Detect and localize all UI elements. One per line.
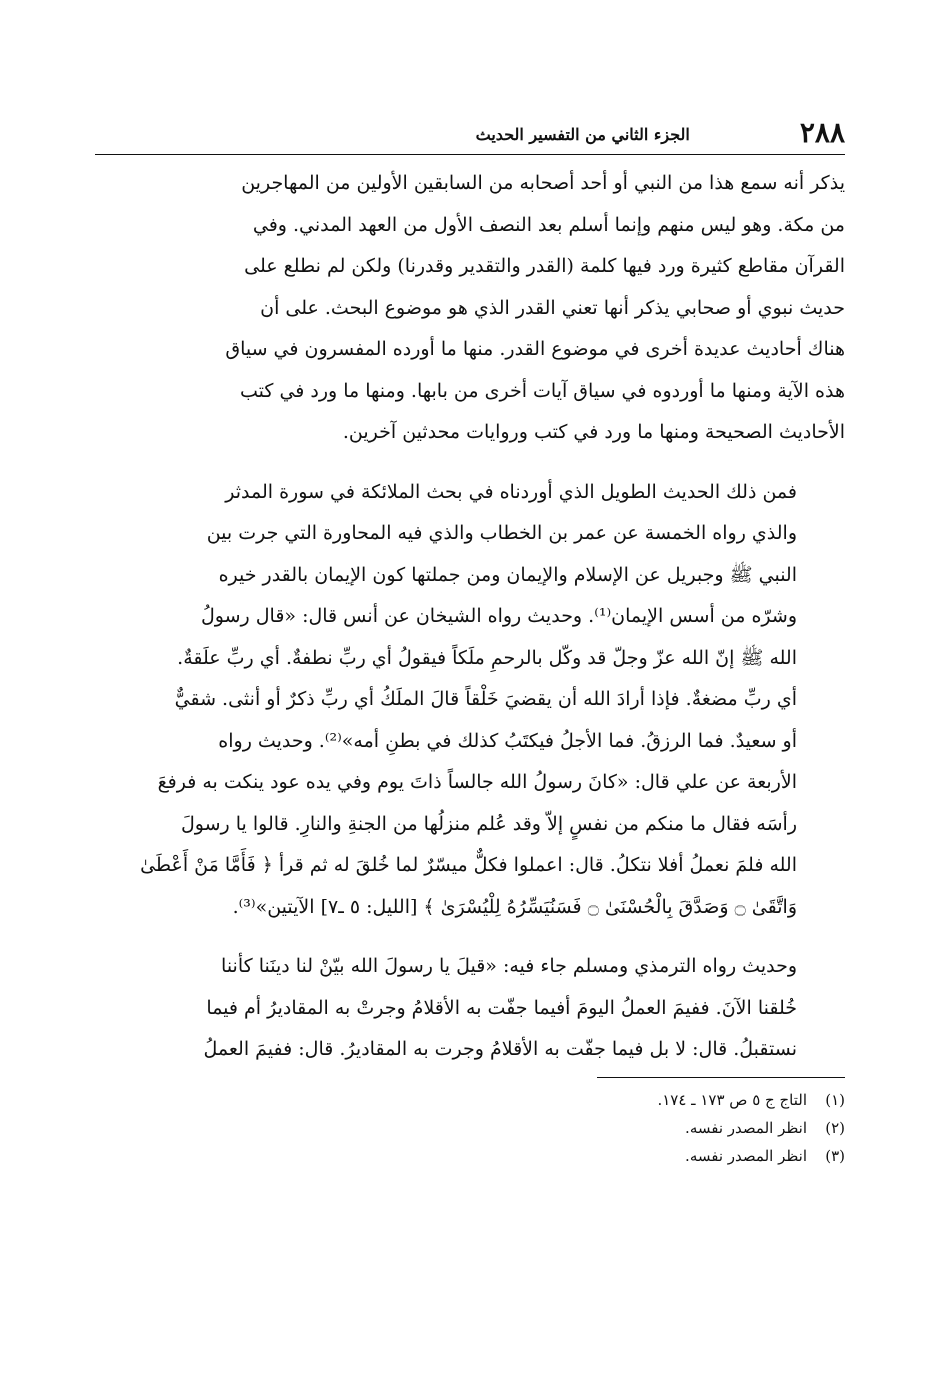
page-number: ٢٨٨ [799,116,845,149]
footnote-rule [597,1077,845,1078]
text-line: الله فلمَ نعملُ أفلا نتكلُ. قال: اعملوا فكلٌّ ميسّرٌ لما خُلقَ له ثم قرأ ﴿ فَأَمَّا مَنْ أَعْطَىٰ [140,854,797,876]
text-line: من مكة. وهو ليس منهم وإنما أسلم بعد النصف الأول من العهد المدني. وفي [252,213,845,236]
footnote-3 [95,1142,845,1170]
text-line: الأحاديث الصحيحة ومنها ما ورد في كتب وروايات محدثين آخرين. [342,421,845,443]
text-line: يذكر أنه سمع هذا من النبي أو أحد أصحابه من السابقين الأولين من المهاجرين [241,172,845,194]
footnote-text: انظر المصدر نفسه. [685,1118,807,1137]
text-line: وحديث رواه الترمذي ومسلم جاء فيه: «قيلَ يا رسولَ الله بيّنْ لنا دينَنا كأننا [221,955,797,977]
page-body [95,163,845,1071]
text-line: نستقبلُ. قال: لا بل فيما جفّت به الأقلامُ وجرت به المقاديرُ. قال: ففيمَ العملُ [203,1038,797,1060]
text-line: الأربعة عن علي قال: «كانَ رسولُ الله جالساً ذاتَ يوم وفي يده عود ينكت به فرفعَ [157,771,797,793]
text-line: هناك أحاديث عديدة أخرى في موضوع القدر. منها ما أورده المفسرون في سياق [225,338,845,360]
footnote-text: انظر المصدر نفسه. [685,1146,807,1165]
text-line: فمن ذلك الحديث الطويل الذي أوردناه في بحث الملائكة في سورة المدثر [225,480,797,503]
text-line: أي ربِّ مضغةٌ. فإذا أرادَ الله أن يقضيَ خَلْقاً قالَ الملَكُ أي ربِّ ذكرٌ أو أنثى. شقيٌّ [174,688,797,710]
footnote-2 [95,1114,845,1142]
running-title: الجزء الثاني من التفسير الحديث [475,125,690,144]
footnote-1 [95,1086,845,1114]
text-line: القرآن مقاطع كثيرة ورد فيها كلمة (القدر والتقدير وقدرنا) ولكن لم نطلع على [244,255,845,277]
text-line: وشرّه من أسس الإيمان⁽¹⁾. وحديث رواه الشيخان عن أنس قال: «قال رسولُ [200,605,797,627]
text-line: هذه الآية ومنها ما أوردوه في سياق آيات أخرى من بابها. ومنها ما ورد في كتب [239,379,845,402]
paragraph-2 [95,472,845,929]
text-line: خُلقنا الآنَ. ففيمَ العملُ اليومَ أفيما جفّت به الأقلامُ وجرتْ به المقاديرُ أم فيما [206,996,797,1019]
text-line: أو سعيدٌ. فما الرزقُ. فما الأجلُ فيكتَبُ كذلك في بطنِ أمه»⁽²⁾. وحديث رواه [218,729,797,752]
footnote-marker: (٣) [825,1146,845,1165]
text-line: والذي رواه الخمسة عن عمر بن الخطاب والذي فيه المحاورة التي جرت بين [206,522,797,544]
header-rule [95,154,845,155]
quran-verse-line: وَاتَّقَىٰ ۝ وَصَدَّقَ بِالْحُسْنَىٰ ۝ فَسَنُيَسِّرُهُ لِلْيُسْرَىٰ ﴾ [الليل: ٥ ـ٧] الآيتين»⁽³⁾. [232,895,797,918]
footnote-text: التاج ج ٥ ص ١٧٣ ـ ١٧٤. [657,1090,807,1109]
footnotes [95,1086,845,1170]
text-line: حديث نبوي أو صحابي يذكر أنها تعني القدر الذي هو موضوع البحث. على أن [260,296,845,319]
text-line: الله ﷺ إنّ الله عزّ وجلّ قد وكّل بالرحمِ ملَكاً فيقولُ أي ربِّ نطفةٌ. أي ربِّ علَقةٌ. [177,646,797,669]
paragraph-1 [95,163,845,454]
text-line: رأسَه فقال ما منكم من نفسٍ إلاّ وقد عُلم منزلُها من الجنةِ والنارِ. قالوا يا رسولَ [181,812,797,835]
page-header [95,112,845,150]
text-line: النبي ﷺ وجبريل عن الإسلام والإيمان ومن جملتها كون الإيمان بالقدر خيره [218,563,797,586]
footnote-marker: (٢) [825,1118,845,1137]
footnote-marker: (١) [825,1090,845,1109]
book-page [95,112,845,1170]
paragraph-3 [95,946,845,1071]
